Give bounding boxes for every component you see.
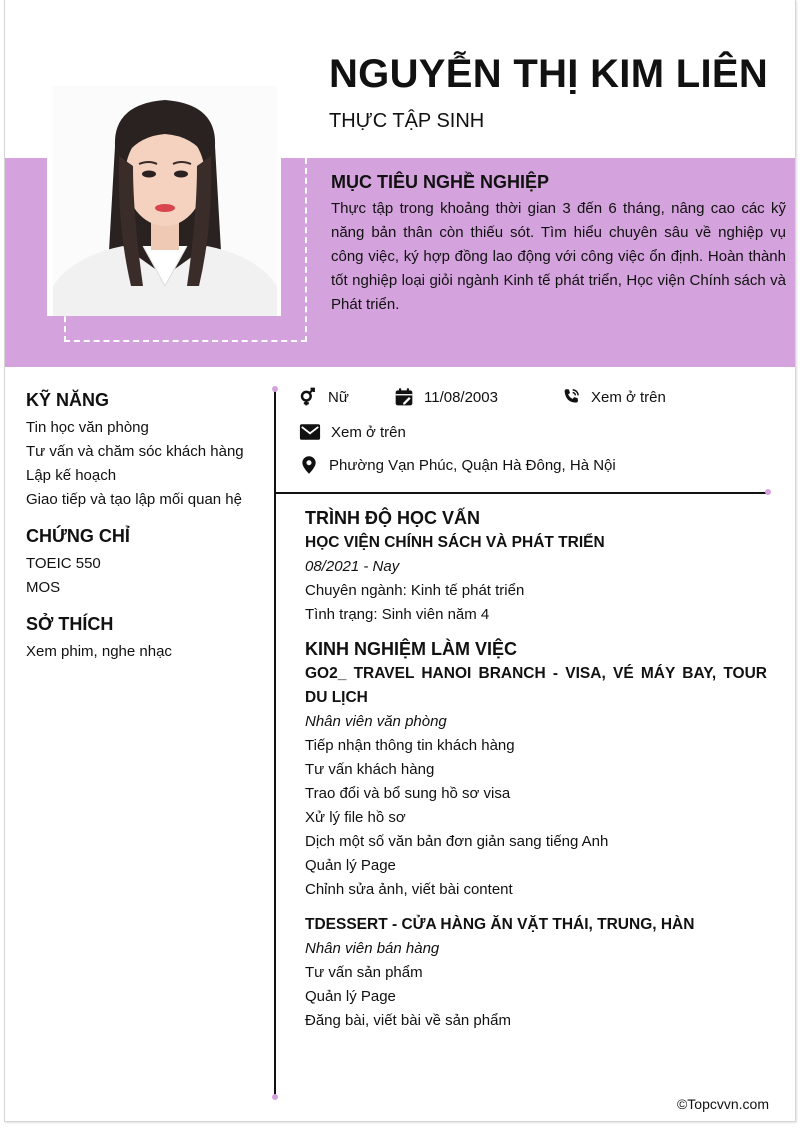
contact-address — [299, 455, 616, 475]
vertical-divider — [274, 389, 276, 1098]
education-period: 08/2021 - Nay — [305, 558, 400, 575]
job-task: Tư vấn khách hàng — [305, 761, 435, 778]
phone-icon — [561, 387, 581, 407]
job-company: TDESSERT - CỬA HÀNG ĂN VẶT THÁI, TRUNG, HÀN — [305, 916, 695, 933]
calendar-icon — [394, 387, 414, 407]
school-name: HỌC VIỆN CHÍNH SÁCH VÀ PHÁT TRIỂN — [305, 534, 605, 551]
skills-section — [26, 390, 271, 512]
location-icon — [299, 455, 319, 475]
gender-icon — [298, 387, 318, 407]
job-task: Xử lý file hồ sơ — [305, 809, 406, 826]
career-objective-heading: MỤC TIÊU NGHỀ NGHIỆP — [331, 172, 550, 192]
skill-item: Tin học văn phòng — [26, 419, 149, 436]
phone-value: Xem ở trên — [591, 388, 666, 406]
job-position: Nhân viên văn phòng — [305, 713, 447, 730]
divider-dot-right — [765, 489, 771, 495]
skill-item: Lập kế hoạch — [26, 467, 117, 484]
job-position: Nhân viên bán hàng — [305, 940, 440, 957]
copyright-footer: ©Topcvvn.com — [676, 1096, 769, 1112]
certificate-item: MOS — [26, 579, 61, 596]
skill-item: Tư vấn và chăm sóc khách hàng — [26, 443, 244, 460]
email-value: Xem ở trên — [331, 423, 406, 441]
job-task: Trao đổi và bổ sung hồ sơ visa — [305, 785, 511, 802]
profile-photo — [53, 86, 277, 316]
education-detail: Tình trạng: Sinh viên năm 4 — [305, 606, 490, 623]
candidate-name: NGUYỄN THỊ KIM LIÊN — [329, 52, 769, 96]
divider-dot-bottom — [272, 1094, 278, 1100]
gender-value: Nữ — [328, 388, 349, 406]
hobby-item: Xem phim, nghe nhạc — [26, 643, 172, 660]
horizontal-divider — [275, 492, 768, 494]
job-entry — [305, 662, 767, 902]
certificates-section — [26, 526, 271, 600]
skill-item: Giao tiếp và tạo lập mối quan hệ — [26, 491, 242, 508]
education-heading: TRÌNH ĐỘ HỌC VẤN — [305, 508, 480, 528]
email-icon — [299, 421, 321, 443]
hobbies-heading: SỞ THÍCH — [26, 614, 114, 634]
experience-heading: KINH NGHIỆM LÀM VIỆC — [305, 639, 518, 659]
certificate-item: TOEIC 550 — [26, 555, 101, 572]
contact-birthday — [394, 387, 498, 407]
candidate-title: THỰC TẬP SINH — [329, 110, 485, 132]
cv-page — [4, 0, 796, 1122]
right-column — [305, 508, 767, 1033]
education-detail: Chuyên ngành: Kinh tế phát triển — [305, 582, 525, 599]
experience-section — [305, 639, 767, 1033]
contact-email — [299, 421, 406, 443]
birthday-value: 11/08/2003 — [424, 388, 498, 406]
skills-heading: KỸ NĂNG — [26, 390, 110, 410]
job-task: Đăng bài, viết bài về sản phẩm — [305, 1012, 511, 1029]
job-company: GO2_ TRAVEL HANOI BRANCH - VISA, VÉ MÁY BAY, TOUR DU LỊCH — [305, 665, 767, 706]
career-objective-text: Thực tập trong khoảng thời gian 3 đến 6 tháng, nâng cao các kỹ năng bản thân còn thiếu sót. Tìm hiểu chuyên sâu về nghiệp vụ công việc, ký hợp đồng lao động với công việc ổn định. Hoàn thành tốt nghiệp loại giỏi ngành Kinh tế phát triển, Học viện Chính sách và Phát triển. — [331, 200, 786, 313]
address-value: Phường Vạn Phúc, Quận Hà Đông, Hà Nội — [329, 456, 616, 474]
job-task: Tiếp nhận thông tin khách hàng — [305, 737, 515, 754]
left-column — [26, 390, 271, 678]
job-entry — [305, 913, 767, 1033]
contact-phone — [561, 387, 666, 407]
divider-dot-top — [272, 386, 278, 392]
job-task: Quản lý Page — [305, 988, 396, 1005]
job-task: Tư vấn sản phẩm — [305, 964, 423, 981]
job-task: Dịch một số văn bản đơn giản sang tiếng Anh — [305, 833, 609, 850]
certificates-heading: CHỨNG CHỈ — [26, 526, 130, 546]
education-section — [305, 508, 767, 627]
contact-gender — [298, 387, 349, 407]
career-objective-section — [331, 172, 786, 317]
hobbies-section — [26, 614, 271, 664]
job-task: Chỉnh sửa ảnh, viết bài content — [305, 881, 513, 898]
job-task: Quản lý Page — [305, 857, 396, 874]
